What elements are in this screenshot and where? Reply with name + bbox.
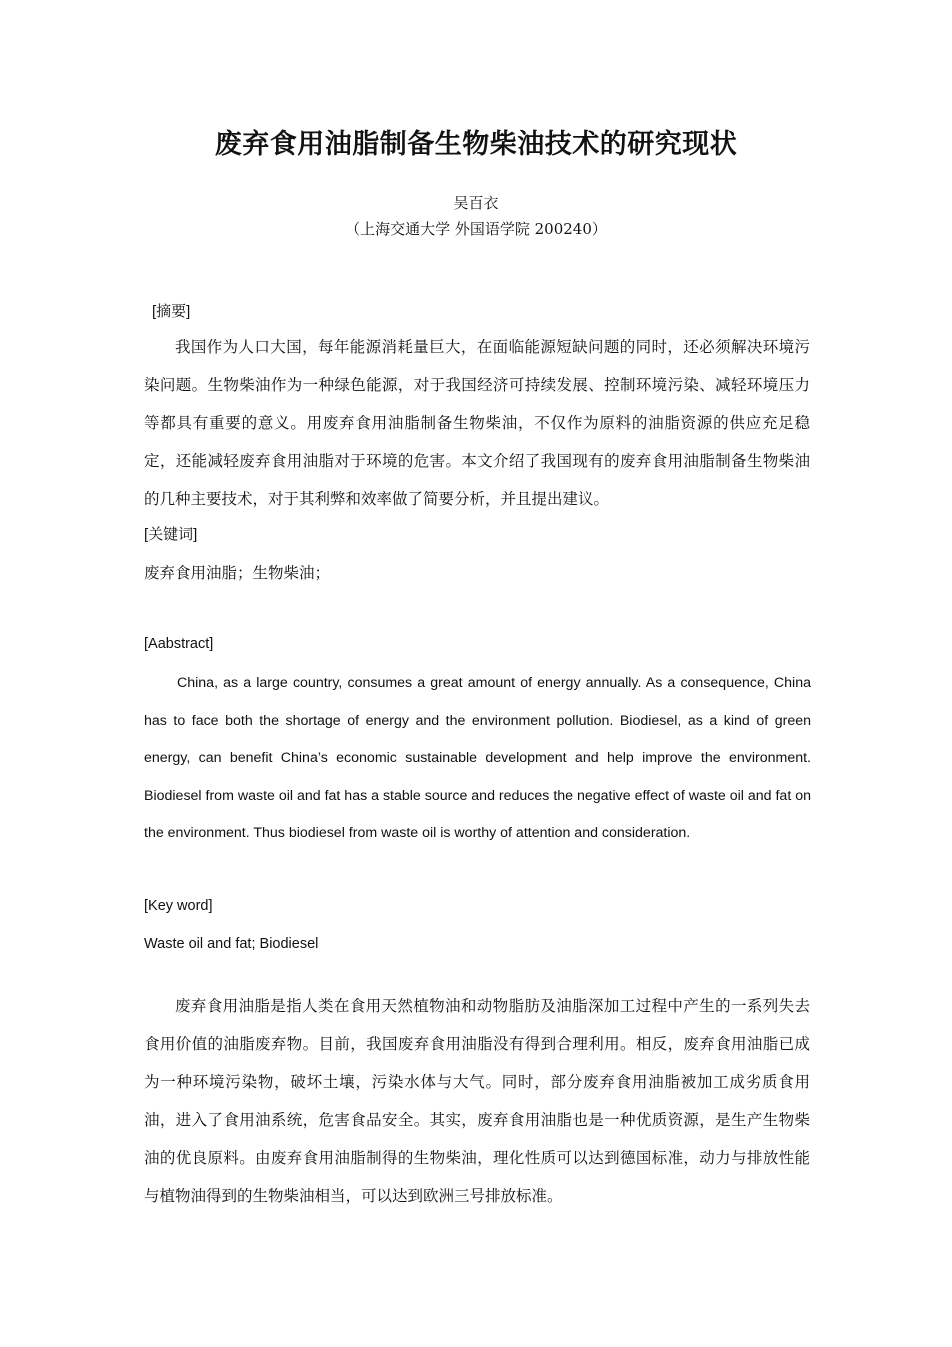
abstract-en-text: China, as a large country, consumes a great amount of energy annually. As a consequence, China has to face both the shortage of energy and the environment pollution. Biodiesel, as a kind of green energy, can benefit China’s economic sustainable development and help improve the environment. Biodiesel from waste oil and fat has a stable source and reduces the negative effect of waste oil and fat on the environment. Thus biodiesel from waste oil is worthy of attention and consideration.: [144, 675, 811, 841]
keywords-en-text: Waste oil and fat; Biodiesel: [144, 936, 319, 952]
keywords-cn-text: 废弃食用油脂；生物柴油；: [144, 564, 331, 582]
keywords-cn-label: [关键词]: [144, 526, 198, 543]
body-paragraph: 废弃食用油脂是指人类在食用天然植物油和动物脂肪及油脂深加工过程中产生的一系列失去食用价值的油脂废弃物。目前，我国废弃食用油脂没有得到合理利用。相反，废弃食用油脂已成为一种环境污染物，破坏土壤，污染水体与大气。同时，部分废弃食用油脂被加工成劣质食用油，进入了食用油系统，危害食品安全。其实，废弃食用油脂也是一种优质资源，是生产生物柴油的优良原料。由废弃食用油脂制得的生物柴油，理化性质可以达到德国标准，动力与排放性能与植物油得到的生物柴油相当，可以达到欧洲三号排放标准。: [144, 997, 810, 1205]
keywords-en-label: [Key word]: [144, 898, 213, 914]
author-affiliation: （上海交通大学 外国语学院 200240）: [345, 220, 607, 238]
abstract-en-label: [Aabstract]: [144, 636, 214, 652]
abstract-cn-label: [摘要]: [152, 303, 191, 320]
paper-title: 废弃食用油脂制备生物柴油技术的研究现状: [214, 129, 738, 160]
abstract-cn-text: 我国作为人口大国，每年能源消耗量巨大，在面临能源短缺问题的同时，还必须解决环境污染问题。生物柴油作为一种绿色能源，对于我国经济可持续发展、控制环境污染、减轻环境压力等都具有重要的意义。用废弃食用油脂制备生物柴油，不仅作为原料的油脂资源的供应充足稳定，还能减轻废弃食用油脂对于环境的危害。本文介绍了我国现有的废弃食用油脂制备生物柴油的几种主要技术，对于其利弊和效率做了简要分析，并且提出建议。: [144, 338, 810, 508]
author-name: 吴百衣: [453, 194, 499, 212]
